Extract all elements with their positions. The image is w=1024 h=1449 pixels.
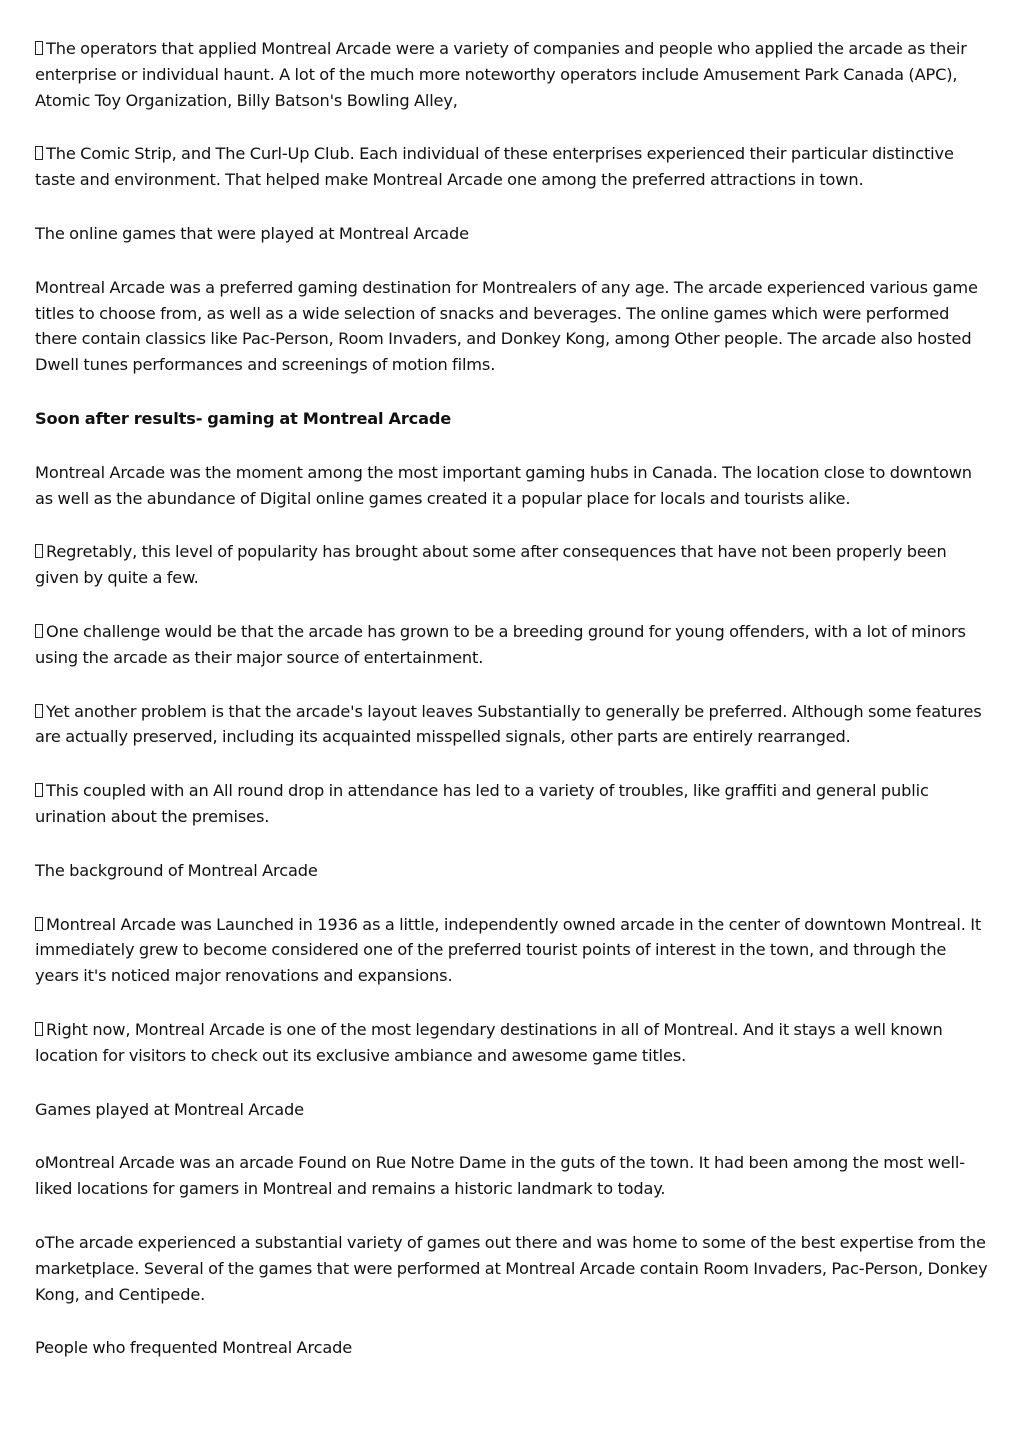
- paragraph: [35, 539, 990, 591]
- paragraph: [35, 1230, 990, 1307]
- bullet-marker-icon: [35, 544, 43, 558]
- paragraph-text: Regretably, this level of popularity has brought about some after consequences that have not been properly been given by quite a few.: [35, 542, 947, 588]
- heading-text: The background of Montreal Arcade: [35, 860, 318, 880]
- paragraph: [35, 141, 990, 193]
- paragraph-text: Montreal Arcade was Launched in 1936 as a little, independently owned arcade in the center of downtown Montreal. It immediately grew to become considered one of the preferred tourist points of interest in the town, and through the years it's noticed major renovations and expansions.: [35, 914, 982, 986]
- paragraph: [35, 36, 990, 113]
- bullet-marker-icon: [35, 783, 43, 797]
- paragraph-text: Montreal Arcade was a preferred gaming destination for Montrealers of any age. The arcade experienced various game titles to choose from, as well as a wide selection of snacks and beverages. The online games which were performed there contain classics like Pac-Person, Room Invaders, and Donkey Kong, among Other people. The arcade also hosted Dwell tunes performances and screenings of motion films.: [35, 277, 978, 375]
- paragraph: [35, 1150, 990, 1202]
- heading-text: Games played at Montreal Arcade: [35, 1099, 304, 1119]
- paragraph: [35, 619, 990, 671]
- paragraph-text: Montreal Arcade was an arcade Found on Rue Notre Dame in the guts of the town. It had been among the most well-liked locations for gamers in Montreal and remains a historic landmark to today.: [35, 1153, 965, 1199]
- bullet-marker-icon: o: [35, 1153, 45, 1173]
- bullet-marker-icon: [35, 917, 43, 931]
- section-heading: [35, 858, 990, 884]
- paragraph-text: The operators that applied Montreal Arcade were a variety of companies and people who applied the arcade as their enterprise or individual haunt. A lot of the much more noteworthy operators include Amusement Park Canada (APC), Atomic Toy Organization, Billy Batson's Bowling Alley,: [35, 39, 967, 110]
- document-body: [35, 36, 990, 1389]
- bullet-marker-icon: [35, 704, 43, 718]
- section-heading: [35, 1335, 990, 1361]
- heading-text: The online games that were played at Montreal Arcade: [35, 223, 469, 243]
- paragraph-text: Yet another problem is that the arcade's layout leaves Substantially to generally be preferred. Although some features are actually preserved, including its acquainted misspelled signals, other parts are entirely rearranged.: [35, 701, 982, 747]
- bullet-marker-icon: o: [35, 1232, 45, 1252]
- heading-text: People who frequented Montreal Arcade: [35, 1338, 353, 1358]
- paragraph: [35, 275, 990, 378]
- paragraph: [35, 1017, 990, 1069]
- paragraph: [35, 912, 990, 989]
- bullet-marker-icon: [35, 146, 43, 160]
- paragraph-text: The Comic Strip, and The Curl-Up Club. Each individual of these enterprises experienced their particular distinctive taste and environment. That helped make Montreal Arcade one among the preferred attractions in town.: [35, 144, 954, 190]
- section-heading: [35, 1097, 990, 1123]
- paragraph-text: Montreal Arcade was the moment among the most important gaming hubs in Canada. The location close to downtown as well as the abundance of Digital online games created it a popular place for locals and tourists alike.: [35, 462, 972, 508]
- paragraph-text: This coupled with an All round drop in attendance has led to a variety of troubles, like graffiti and general public urination about the premises.: [35, 781, 929, 826]
- bullet-marker-icon: [35, 624, 43, 638]
- bullet-marker-icon: [35, 41, 43, 55]
- paragraph-text: Right now, Montreal Arcade is one of the most legendary destinations in all of Montreal. And it stays a well known location for visitors to check out its exclusive ambiance and awesome game titles.: [35, 1019, 943, 1065]
- bullet-marker-icon: [35, 1022, 43, 1036]
- paragraph-text: The arcade experienced a substantial variety of games out there and was home to some of the best expertise from the marketplace. Several of the games that were performed at Montreal Arcade contain Room Invaders, Pac-Person, Donkey Kong, and Centipede.: [35, 1232, 988, 1304]
- paragraph: [35, 778, 990, 830]
- paragraph-text: One challenge would be that the arcade has grown to be a breeding ground for young offenders, with a lot of minors using the arcade as their major source of entertainment.: [35, 621, 966, 667]
- section-heading: [35, 221, 990, 247]
- paragraph: [35, 460, 990, 512]
- heading-text: Soon after results- gaming at Montreal Arcade: [35, 408, 452, 428]
- paragraph: [35, 699, 990, 751]
- bold-section-heading: [35, 406, 990, 432]
